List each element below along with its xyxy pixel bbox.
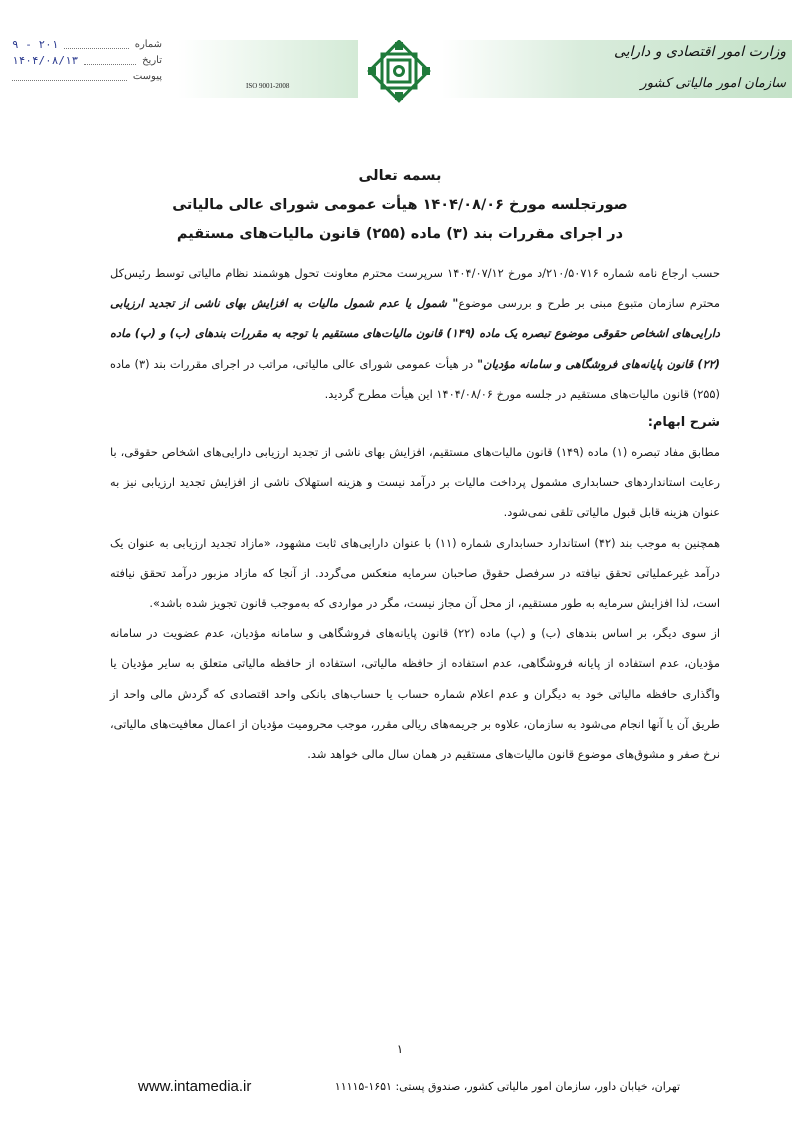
letter-attachment-label: پیوست xyxy=(132,70,162,82)
ambiguity-heading: شرح ابهام: xyxy=(647,415,720,431)
subject-emphasis: " شمول یا عدم شمول مالیات به افزایش بهای ناشی از تجدید ارزیابی دارایی‌های اشخاص حقوقی موضوع تبصره یک ماده (۱۴۹) قانون مالیات‌های مستقیم با توجه به مقررات بندهای (ب) و (پ) ماده (۲۲) قانون پایانه‌های فروشگاهی و سامانه مؤدیان" xyxy=(110,296,721,371)
letter-date-value: ۱۴۰۴/۰۸/۱۳ xyxy=(12,53,79,67)
page-number: ۱ xyxy=(396,1042,404,1056)
footer-website: www.intamedia.ir xyxy=(138,1078,252,1095)
tax-organization-logo-icon xyxy=(364,40,434,106)
document-titles xyxy=(40,162,760,249)
letter-date-label: تاریخ xyxy=(142,54,162,66)
document-body xyxy=(110,258,720,769)
letter-meta xyxy=(12,36,162,84)
letter-number-value: ۲۰۱ - ۹ xyxy=(12,37,59,51)
intro-paragraph: حسب ارجاع نامه شماره ۲۱۰/۵۰۷۱۶/د مورخ ۱۴۰۴/۰۷/۱۲ سرپرست محترم معاونت تحول هوشمند نظام مالیاتی توسط رئیس‌کل محترم سازمان متبوع مبنی بر طرح و بررسی موضوع" شمول یا عدم شمول مالیات به افزایش بهای ناشی از تجدید ارزیابی دارایی‌های اشخاص حقوقی موضوع تبصره یک ماده (۱۴۹) قانون مالیات‌های مستقیم با توجه به مقررات بندهای (ب) و (پ) ماده (۲۲) قانون پایانه‌های فروشگاهی و سامانه مؤدیان" در هیأت عمومی شورای عالی مالیاتی، مراتب در اجرای مقررات بند (۳) ماده (۲۵۵) قانون مالیات‌های مستقیم در جلسه مورخ ۱۴۰۴/۰۸/۰۶ این هیأت مطرح گردید. xyxy=(110,266,721,401)
invocation-title: بسمه تعالی xyxy=(358,168,442,184)
footer-address: تهران، خیابان داور، سازمان امور مالیاتی کشور، صندوق پستی: ۱۶۵۱-۱۱۱۱۵ xyxy=(334,1080,680,1093)
organization-name: سازمان امور مالیاتی کشور xyxy=(640,76,786,91)
letter-attachment-row xyxy=(12,68,162,84)
minutes-subtitle: در اجرای مقررات بند (۳) ماده (۲۵۵) قانون مالیات‌های مستقیم xyxy=(176,226,624,242)
paragraph-1: مطابق مفاد تبصره (۱) ماده (۱۴۹) قانون مالیات‌های مستقیم، افزایش بهای ناشی از تجدید ارزیابی دارایی‌های اشخاص حقوقی، با رعایت استانداردهای حسابداری مشمول پرداخت مالیات بر درآمد نیست و هزینه استهلاک ناشی از افزایش تجدید ارزیابی نیز به عنوان هزینه قابل قبول مالیاتی تلقی نمی‌شود. xyxy=(110,445,720,520)
ministry-name: وزارت امور اقتصادی و دارایی xyxy=(613,44,786,60)
letter-number-label: شماره xyxy=(134,38,162,50)
paragraph-3: از سوی دیگر، بر اساس بندهای (ب) و (پ) ماده (۲۲) قانون پایانه‌های فروشگاهی و سامانه مؤدیان، عدم عضویت در سامانه مؤدیان، عدم استفاده از پایانه فروشگاهی، عدم استفاده از حافظه مالیاتی، استفاده از حافظه مالیاتی متعلق به سایر مؤدیان یا واگذاری حافظه مالیاتی خود به دیگران و عدم اعلام شماره حساب یا حساب‌های بانکی واحد اقتصادی که گردش مالی واحد از طریق آن یا آنها انجام می‌شود به سازمان، علاوه بر جریمه‌های ریالی مقرر، موجب محرومیت مؤدیان از اعمال معافیت‌های مالیاتی، نرخ صفر و مشوق‌های موضوع قانون مالیات‌های مستقیم در همان سال مالی خواهد شد. xyxy=(110,626,720,762)
paragraph-2: همچنین به موجب بند (۴۲) استاندارد حسابداری شماره (۱۱) با عنوان دارایی‌های ثابت مشهود، «مازاد تجدید ارزیابی به عنوان یک درآمد غیرعملیاتی تحقق نیافته در سرفصل حقوق صاحبان سرمایه منعکس می‌گردد. از آنجا که مازاد مزبور درآمد تحقق نیافته است، لذا افزایش سرمایه به طور مستقیم، از محل آن مجاز نیست، مگر در مواردی که به‌موجب قانون تجویز شده باشد». xyxy=(110,535,720,611)
minutes-title: صورتجلسه مورخ ۱۴۰۴/۰۸/۰۶ هیأت عمومی شورای عالی مالیاتی xyxy=(172,197,628,213)
letter-number-row xyxy=(12,36,162,52)
iso-label: ISO 9001-2008 xyxy=(246,82,290,90)
letter-date-row xyxy=(12,52,162,68)
